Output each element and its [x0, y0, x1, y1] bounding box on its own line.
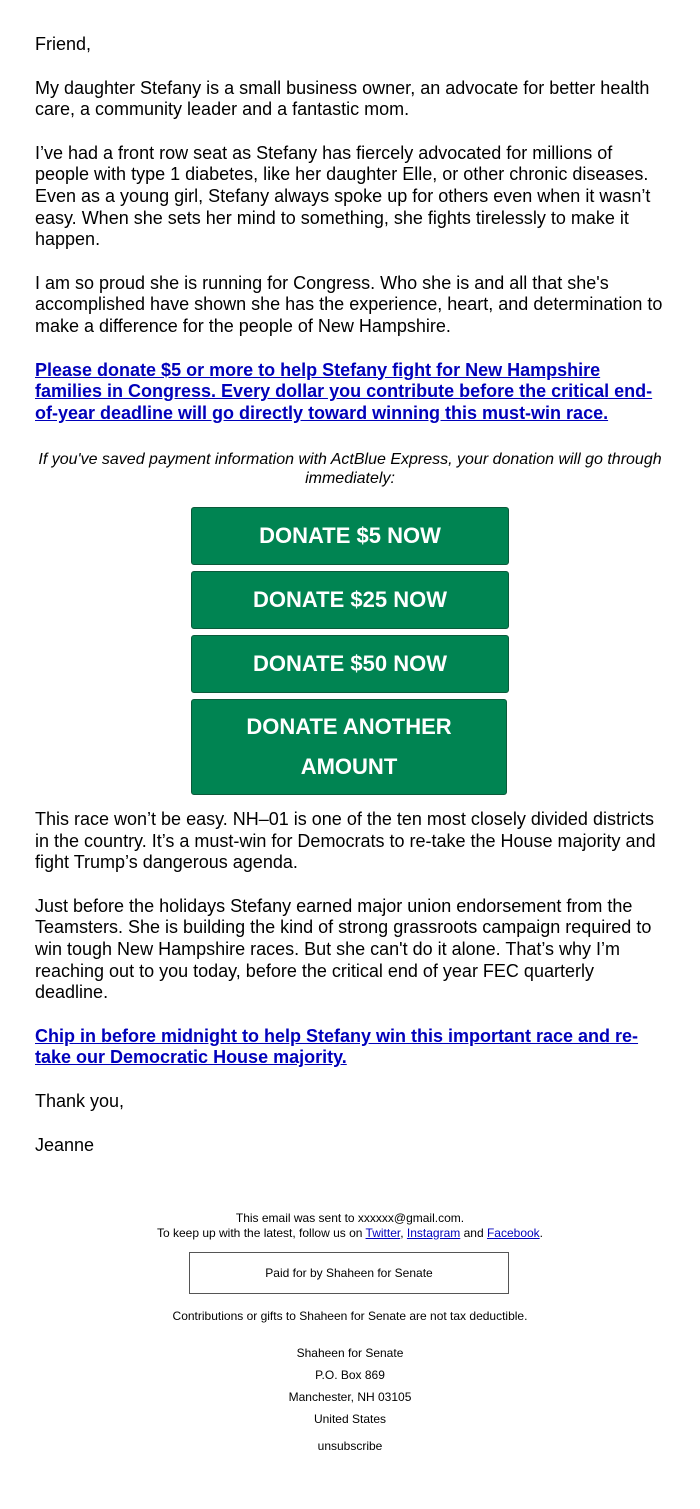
address-name: Shaheen for Senate [296, 1346, 404, 1360]
donate-other-label-line1: DONATE ANOTHER [246, 714, 452, 739]
paid-for-box [189, 1252, 509, 1294]
letter-bottom [35, 809, 667, 1156]
paragraph-intro: My daughter Stefany is a small business owner, an advocate for better health care, a community leader and a fantastic mom. [35, 77, 650, 120]
donate-other-label-line2: AMOUNT [300, 754, 398, 779]
donate-other-amount-button[interactable] [191, 699, 507, 795]
follow-period: . [539, 1225, 544, 1240]
closing: Thank you, [35, 1090, 125, 1111]
follow-line [0, 1226, 700, 1241]
facebook-link[interactable]: Facebook [486, 1225, 540, 1240]
follow-comma: , [400, 1225, 407, 1240]
paragraph-proud: I am so proud she is running for Congress. Who she is and all that she's accomplished have shown she has the experience, heart, and determination to make a difference for the people of New Hampshire. [35, 272, 663, 336]
paid-for-text: Paid for by Shaheen for Senate [265, 1266, 433, 1280]
paragraph-teamsters: Just before the holidays Stefany earned major union endorsement from the Teamsters. She is building the kind of strong grassroots campaign required to win tough New Hampshire races. But she can't do it alone. That’s why I’m reaching out to you today, before the critical end of year FEC quarterly deadline. [35, 895, 652, 1003]
sent-prefix: This email was sent to [235, 1211, 358, 1225]
unsubscribe-link[interactable]: unsubscribe [317, 1439, 383, 1453]
chip-in-cta-link[interactable]: Chip in before midnight to help Stefany win this important race and re-take our Democratic House majority. [35, 1025, 639, 1068]
donate-25-button[interactable] [191, 571, 509, 629]
address-country: United States [313, 1412, 387, 1426]
letter-top [35, 34, 667, 446]
donate-25-label: DONATE $25 NOW [253, 587, 447, 612]
signature: Jeanne [35, 1134, 95, 1155]
paragraph-advocacy: I’ve had a front row seat as Stefany has fiercely advocated for millions of people with type 1 diabetes, like her daughter Elle, or other chronic diseases. Even as a young girl, Stefany always spoke up for others even when it wasn’t easy. When she sets her mind to something, she fights tirelessly to make it happen. [35, 142, 651, 250]
address-city: Manchester, NH 03105 [288, 1390, 412, 1404]
address-po-box: P.O. Box 869 [315, 1368, 385, 1382]
salutation: Friend, [35, 34, 92, 54]
twitter-link[interactable]: Twitter [365, 1225, 401, 1240]
sent-suffix: . [460, 1211, 465, 1225]
footer-sent-info [0, 1211, 700, 1240]
sent-to-line [0, 1211, 700, 1226]
donate-5-label: DONATE $5 NOW [259, 523, 441, 548]
follow-prefix: To keep up with the latest, follow us on [156, 1225, 366, 1240]
paragraph-race: This race won’t be easy. NH–01 is one of the ten most closely divided districts in the country. It’s a must-win for Democrats to re-take the House majority and fight Trump’s dangerous agenda. [35, 809, 656, 873]
mailing-address [0, 1342, 700, 1430]
recipient-email: xxxxxx@gmail.com [357, 1211, 461, 1225]
actblue-express-note: If you've saved payment information with ActBlue Express, your donation will go through immediately: [38, 451, 662, 487]
donate-50-button[interactable] [191, 635, 509, 693]
donate-cta-link[interactable]: Please donate $5 or more to help Stefany fight for New Hampshire families in Congress. Every dollar you contribute before the critical end-of-year deadline will go directly toward winning this must-win race. [35, 359, 653, 423]
non-deductible-notice: Contributions or gifts to Shaheen for Senate are not tax deductible. [172, 1309, 528, 1323]
instagram-link[interactable]: Instagram [406, 1225, 461, 1240]
donate-5-button[interactable] [191, 507, 509, 565]
follow-and: and [460, 1225, 487, 1240]
donate-50-label: DONATE $50 NOW [253, 651, 447, 676]
